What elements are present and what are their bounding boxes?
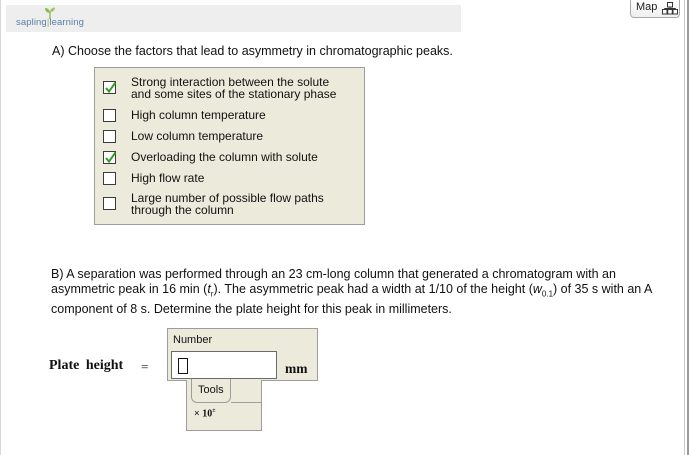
checkbox-unchecked[interactable]	[103, 172, 116, 185]
map-icon	[662, 2, 678, 15]
question-b-text-1: B) A separation was performed through an 23 cm-long column that generated a chromatogram with an asymmetric peak in 16 min (	[51, 267, 616, 296]
choice-label-line1: Strong interaction between the solute	[131, 75, 330, 89]
choice-item[interactable]	[95, 125, 364, 145]
plate-height-label: Plate height	[49, 358, 124, 373]
choice-label-line2: and some sites of the stationary phase	[131, 87, 337, 101]
checkmark-icon	[104, 81, 117, 94]
choice-item[interactable]	[95, 104, 364, 124]
tools-tab[interactable]	[191, 379, 231, 403]
map-button-label: Map	[636, 1, 658, 13]
question-b-text-2: ). The asymmetric peak had a width at 1/10 of the height (	[213, 282, 533, 296]
map-button[interactable]	[630, 0, 680, 18]
sapling-learning-logo	[16, 17, 84, 28]
logo-separator: |	[46, 17, 50, 28]
question-a-prompt: A) Choose the factors that lead to asymmetry in chromatographic peaks.	[52, 44, 453, 58]
checkbox-unchecked[interactable]	[103, 109, 116, 122]
choice-label-line2: through the column	[131, 203, 234, 217]
choice-item[interactable]	[95, 74, 364, 102]
choices-panel	[94, 67, 365, 225]
choice-item[interactable]	[95, 167, 364, 187]
scientific-notation-button[interactable]	[194, 408, 216, 419]
choice-label	[131, 76, 356, 100]
choice-label: High column temperature	[131, 108, 266, 122]
logo-text-left: sapling	[16, 17, 47, 28]
equals-sign: =	[141, 359, 149, 374]
choice-label: High flow rate	[131, 171, 205, 185]
frame-border-right	[684, 0, 685, 455]
choice-label: Overloading the column with solute	[131, 150, 318, 164]
tools-panel	[186, 380, 262, 431]
checkbox-checked[interactable]	[103, 81, 116, 94]
t-subscript: r	[210, 289, 214, 299]
tools-divider	[231, 402, 262, 403]
logo-text-right: learning	[49, 17, 84, 28]
number-title: Number	[173, 334, 213, 346]
checkbox-unchecked[interactable]	[103, 130, 116, 143]
unit-label: mm	[285, 361, 308, 376]
t-symbol: t	[207, 282, 211, 296]
text-cursor	[178, 358, 188, 374]
choice-item[interactable]	[95, 188, 364, 218]
question-b-text-3: ) of 35 s with an A component of 8 s. Determine the plate height for this peak in millimeters.	[51, 282, 652, 316]
frame-border-left	[0, 0, 1, 455]
choice-label-line1: Large number of possible flow paths	[131, 191, 324, 205]
choice-item[interactable]	[95, 146, 364, 166]
w-subscript: 0.1	[541, 289, 554, 299]
tools-label: Tools	[198, 384, 224, 396]
checkbox-unchecked[interactable]	[103, 197, 116, 210]
checkbox-checked[interactable]	[103, 151, 116, 164]
choice-label	[131, 192, 356, 216]
sci-notation-label: × 10	[194, 408, 213, 420]
w-symbol: w	[532, 282, 542, 296]
question-b-prompt	[51, 267, 666, 317]
sci-notation-exponent: ±	[212, 408, 216, 414]
choice-label: Low column temperature	[131, 129, 264, 143]
plate-height-input[interactable]	[171, 351, 277, 379]
checkmark-icon	[104, 151, 117, 164]
